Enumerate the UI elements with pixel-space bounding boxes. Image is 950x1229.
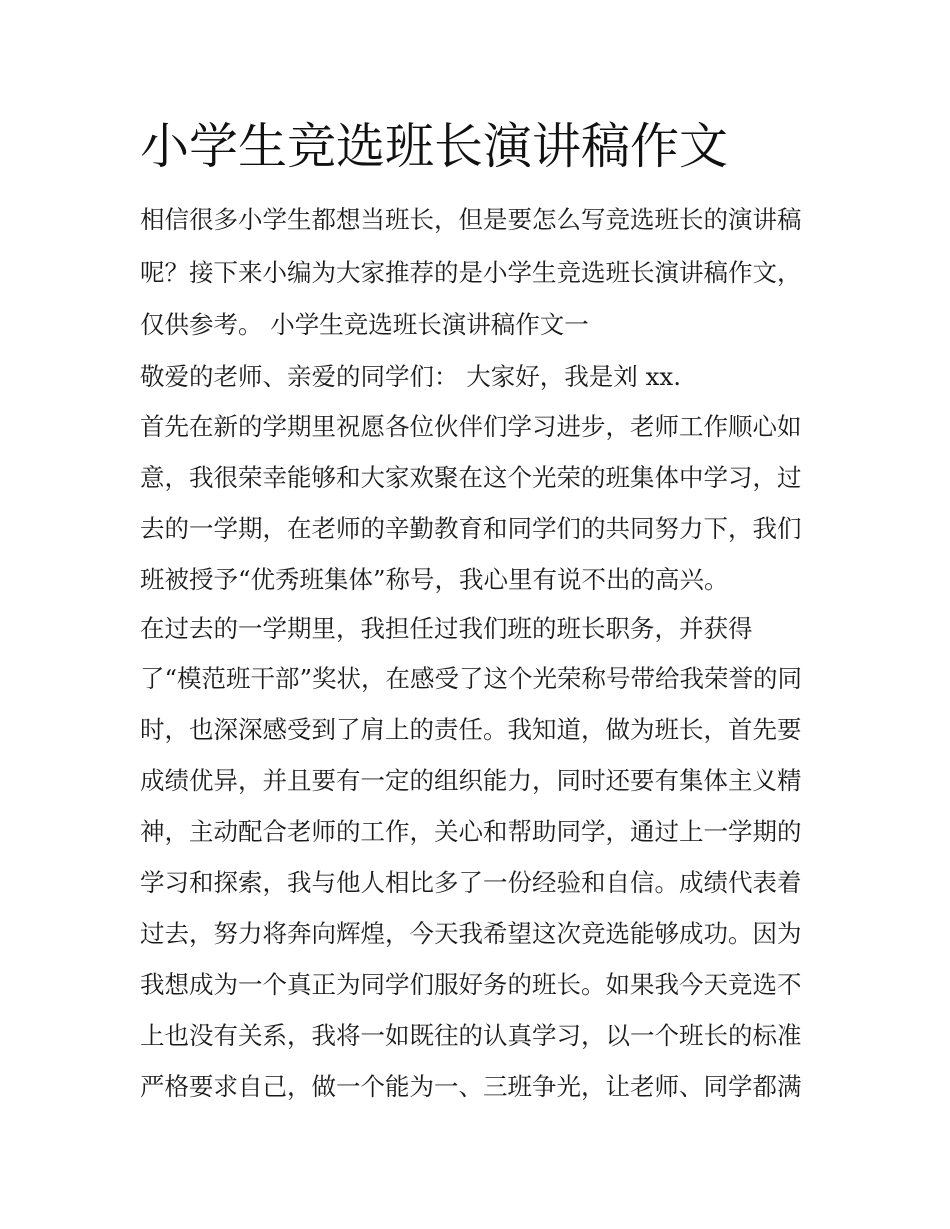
body-line: 我想成为一个真正为同学们服好务的班长。如果我今天竞选不 <box>140 970 802 999</box>
body-line: 首先在新的学期里祝愿各位伙伴们学习进步，老师工作顺心如 <box>140 412 802 441</box>
body-line: 仅供参考。 小学生竞选班长演讲稿作文一 <box>140 310 589 339</box>
document-title: 小学生竞选班长演讲稿作文 <box>140 118 729 175</box>
body-line: 去的一学期，在老师的辛勤教育和同学们的共同努力下，我们 <box>140 514 802 543</box>
body-line: 敬爱的老师、亲爱的同学们： 大家好，我是刘 xx. <box>140 362 681 391</box>
body-line: 时，也深深感受到了肩上的责任。我知道，做为班长，首先要 <box>140 715 802 744</box>
body-line: 班被授予“优秀班集体”称号，我心里有说不出的高兴。 <box>140 565 729 594</box>
body-line: 过去，努力将奔向辉煌，今天我希望这次竞选能够成功。因为 <box>140 919 802 948</box>
body-line: 相信很多小学生都想当班长，但是要怎么写竞选班长的演讲稿 <box>140 205 802 234</box>
body-line: 呢？接下来小编为大家推荐的是小学生竞选班长演讲稿作文， <box>140 258 802 287</box>
body-line: 意，我很荣幸能够和大家欢聚在这个光荣的班集体中学习，过 <box>140 463 802 492</box>
body-line: 成绩优异，并且要有一定的组织能力，同时还要有集体主义精 <box>140 766 802 795</box>
body-line: 严格要求自己，做一个能为一、三班争光，让老师、同学都满 <box>140 1072 802 1101</box>
body-line: 上也没有关系，我将一如既往的认真学习，以一个班长的标准 <box>140 1021 802 1050</box>
body-line: 学习和探索，我与他人相比多了一份经验和自信。成绩代表着 <box>140 868 802 897</box>
body-line: 了“模范班干部”奖状，在感受了这个光荣称号带给我荣誉的同 <box>140 664 803 693</box>
body-line: 在过去的一学期里，我担任过我们班的班长职务，并获得 <box>140 614 753 643</box>
body-line: 神，主动配合老师的工作，关心和帮助同学，通过上一学期的 <box>140 817 802 846</box>
